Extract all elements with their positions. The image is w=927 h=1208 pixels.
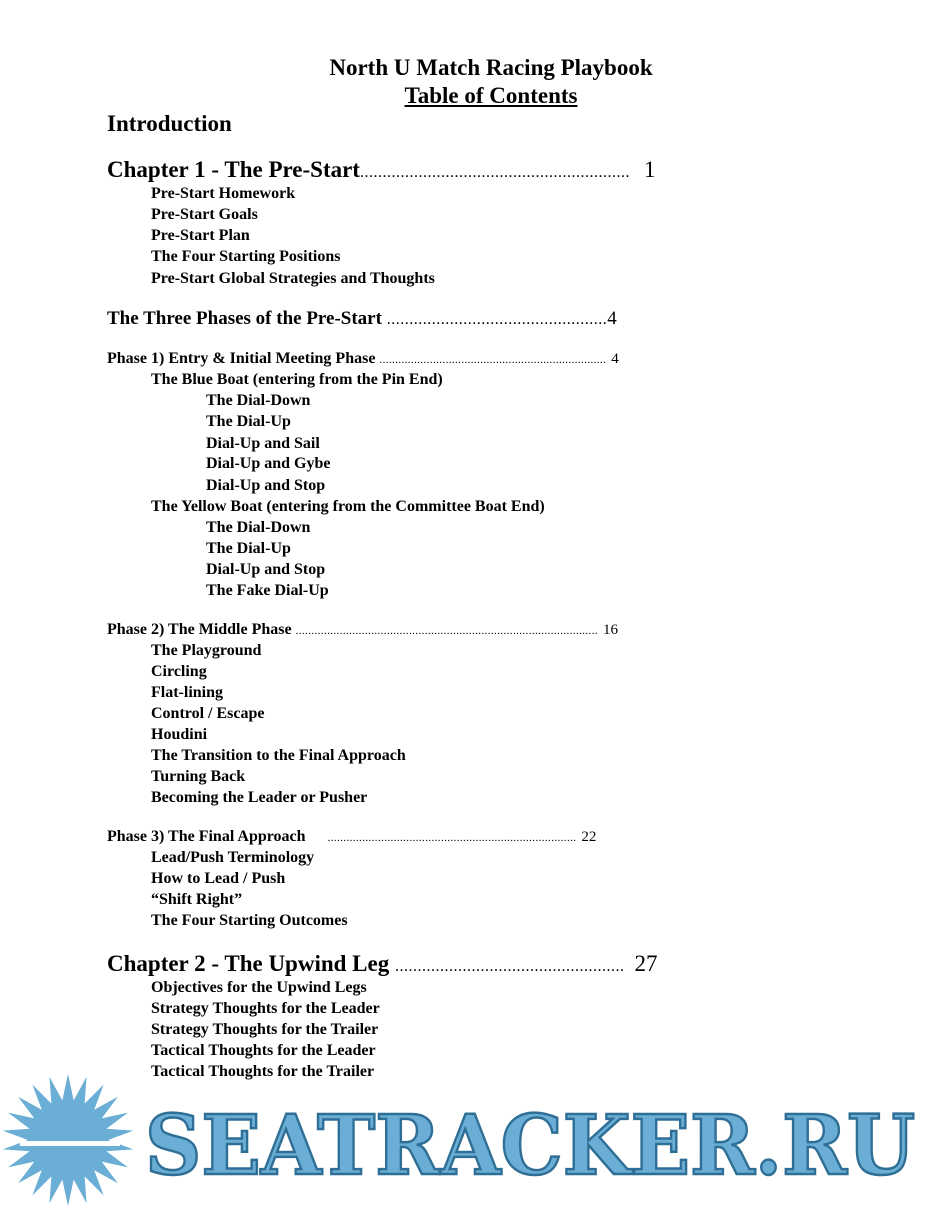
toc-subitem[interactable]: Dial-Up and Gybe bbox=[206, 455, 331, 472]
toc-item[interactable]: The Four Starting Outcomes bbox=[151, 912, 348, 929]
toc-item[interactable]: Objectives for the Upwind Legs bbox=[151, 979, 367, 996]
toc-item[interactable]: Pre-Start Global Strategies and Thoughts bbox=[151, 270, 435, 287]
toc-item[interactable]: Circling bbox=[151, 663, 207, 680]
dot-leader: ................................................. bbox=[386, 311, 608, 328]
dot-leader: ............................................................ bbox=[359, 164, 630, 181]
toc-item-yellow-boat[interactable]: The Yellow Boat (entering from the Committee Boat End) bbox=[151, 498, 545, 515]
dot-leader: ............................................................................... bbox=[327, 832, 577, 844]
toc-item[interactable]: Tactical Thoughts for the Trailer bbox=[151, 1063, 375, 1080]
toc-introduction: Introduction bbox=[107, 111, 232, 136]
toc-subitem[interactable]: The Dial-Up bbox=[206, 413, 291, 430]
toc-item[interactable]: The Four Starting Positions bbox=[151, 248, 341, 265]
watermark bbox=[0, 1068, 927, 1208]
phase-3-title: Phase 3) The Final Approach bbox=[107, 828, 310, 845]
toc-chapter-2[interactable] bbox=[107, 951, 657, 977]
toc-item[interactable]: Strategy Thoughts for the Trailer bbox=[151, 1021, 379, 1038]
toc-subitem[interactable]: The Fake Dial-Up bbox=[206, 582, 329, 599]
toc-item-blue-boat[interactable]: The Blue Boat (entering from the Pin End) bbox=[151, 371, 443, 388]
document-title: North U Match Racing Playbook bbox=[329, 55, 653, 80]
toc-item[interactable]: Becoming the Leader or Pusher bbox=[151, 789, 368, 806]
three-phases-page: 4 bbox=[607, 308, 617, 329]
toc-item[interactable]: Pre-Start Plan bbox=[151, 227, 250, 244]
three-phases-title: The Three Phases of the Pre-Start bbox=[107, 308, 387, 329]
sun-icon bbox=[3, 1074, 134, 1206]
toc-subitem[interactable]: The Dial-Down bbox=[206, 392, 311, 409]
phase-1-page: 4 bbox=[611, 351, 619, 367]
chapter-2-title: Chapter 2 - The Upwind Leg bbox=[107, 951, 395, 976]
toc-item[interactable]: Strategy Thoughts for the Leader bbox=[151, 1000, 380, 1017]
phase-3-page: 22 bbox=[581, 829, 597, 845]
toc-item[interactable]: Turning Back bbox=[151, 768, 246, 785]
toc-subitem[interactable]: Dial-Up and Stop bbox=[206, 561, 326, 578]
toc-subitem[interactable]: The Dial-Up bbox=[206, 540, 291, 557]
toc-item[interactable]: Tactical Thoughts for the Leader bbox=[151, 1042, 376, 1059]
toc-phase-1[interactable] bbox=[107, 350, 619, 368]
toc-item[interactable]: Pre-Start Goals bbox=[151, 206, 258, 223]
dot-leader: ........................................................................ bbox=[379, 354, 607, 366]
toc-heading: Table of Contents bbox=[404, 83, 578, 108]
chapter-2-page: 27 bbox=[634, 951, 658, 976]
toc-item[interactable]: “Shift Right” bbox=[151, 891, 243, 908]
toc-item[interactable]: Pre-Start Homework bbox=[151, 185, 296, 202]
dot-leader: ................................................... bbox=[394, 958, 625, 975]
phase-1-title: Phase 1) Entry & Initial Meeting Phase bbox=[107, 350, 380, 367]
toc-chapter-1[interactable] bbox=[107, 157, 655, 183]
toc-item[interactable]: Houdini bbox=[151, 726, 208, 743]
toc-phase-2[interactable] bbox=[107, 621, 618, 639]
toc-subitem[interactable]: The Dial-Down bbox=[206, 519, 311, 536]
watermark-text: SEATRACKER.RU bbox=[145, 1098, 915, 1194]
toc-subitem[interactable]: Dial-Up and Sail bbox=[206, 435, 320, 452]
toc-three-phases[interactable] bbox=[107, 308, 617, 330]
chapter-1-page: 1 bbox=[643, 157, 656, 182]
toc-subitem[interactable]: Dial-Up and Stop bbox=[206, 477, 326, 494]
toc-item[interactable]: The Playground bbox=[151, 642, 262, 659]
chapter-1-title: Chapter 1 - The Pre-Start bbox=[107, 157, 360, 182]
toc-item[interactable]: Control / Escape bbox=[151, 705, 265, 722]
toc-phase-3[interactable] bbox=[107, 828, 596, 846]
toc-item[interactable]: The Transition to the Final Approach bbox=[151, 747, 406, 764]
toc-item[interactable]: Lead/Push Terminology bbox=[151, 849, 315, 866]
dot-leader: ................................................................................................ bbox=[295, 625, 599, 637]
phase-2-title: Phase 2) The Middle Phase bbox=[107, 621, 296, 638]
toc-item[interactable]: How to Lead / Push bbox=[151, 870, 286, 887]
toc-item[interactable]: Flat-lining bbox=[151, 684, 224, 701]
phase-2-page: 16 bbox=[603, 622, 619, 638]
